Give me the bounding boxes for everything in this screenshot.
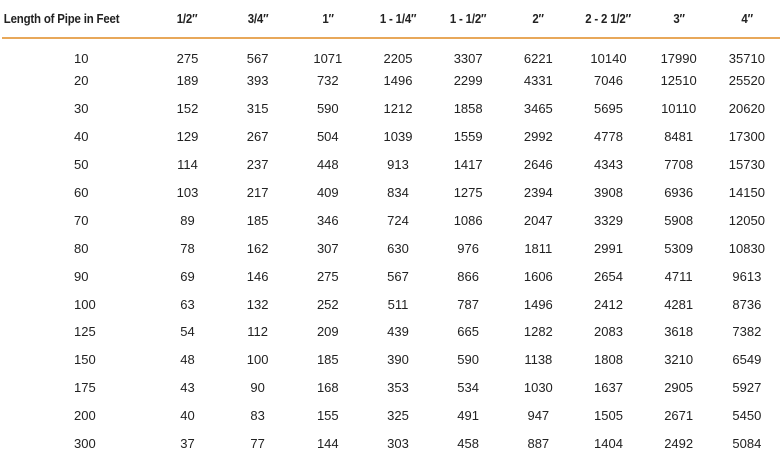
length-cell: 30 (74, 101, 89, 117)
table-row (2, 206, 780, 234)
capacity-cell: 567 (387, 268, 409, 284)
table-row (2, 262, 780, 290)
capacity-cell: 353 (387, 380, 409, 396)
column-header-pipe-size: 2 - 2 1/2″ (578, 0, 640, 38)
capacity-cell: 2412 (594, 296, 623, 312)
capacity-cell: 43 (180, 380, 195, 396)
pipe-capacity-table (2, 0, 780, 457)
capacity-cell: 185 (316, 352, 339, 368)
capacity-cell: 1417 (453, 157, 483, 173)
capacity-cell: 275 (176, 50, 199, 66)
capacity-cell: 35710 (728, 50, 765, 66)
capacity-cell: 2992 (523, 129, 553, 145)
capacity-cell: 1505 (594, 408, 623, 424)
capacity-cell: 17990 (660, 50, 697, 66)
table-row (2, 318, 780, 346)
capacity-cell: 2671 (664, 408, 694, 424)
table-row (2, 346, 780, 374)
capacity-cell: 732 (316, 73, 339, 89)
capacity-cell: 3465 (523, 101, 553, 117)
capacity-cell: 1030 (523, 380, 553, 396)
capacity-cell: 834 (387, 185, 409, 200)
capacity-cell: 1275 (453, 185, 483, 200)
length-cell: 10 (74, 50, 89, 66)
capacity-cell: 275 (316, 268, 339, 284)
capacity-cell: 913 (387, 157, 409, 173)
capacity-cell: 146 (246, 268, 269, 284)
capacity-cell: 10140 (590, 50, 627, 66)
length-cell: 150 (74, 352, 96, 368)
column-header-pipe-size: 1″ (297, 0, 359, 38)
capacity-cell: 2991 (594, 240, 623, 256)
capacity-cell: 5450 (732, 408, 762, 424)
capacity-cell: 78 (180, 240, 195, 256)
capacity-cell: 1496 (383, 73, 413, 89)
table-row (2, 374, 780, 402)
capacity-cell: 267 (246, 129, 269, 145)
capacity-cell: 1212 (383, 101, 413, 117)
capacity-cell: 5927 (732, 380, 762, 396)
capacity-cell: 252 (316, 296, 339, 312)
length-cell: 40 (74, 129, 89, 145)
table-row (2, 38, 780, 67)
capacity-cell: 4778 (594, 129, 623, 145)
column-header-pipe-size: 1 - 1/4″ (367, 0, 429, 38)
column-header-pipe-size: 3/4″ (227, 0, 289, 38)
capacity-cell: 458 (457, 436, 479, 452)
capacity-cell: 866 (457, 268, 479, 284)
capacity-cell: 2047 (523, 212, 553, 228)
capacity-cell: 17300 (728, 129, 765, 145)
capacity-cell: 3329 (594, 212, 623, 228)
capacity-cell: 15730 (728, 157, 765, 173)
table-body (2, 38, 780, 457)
capacity-cell: 409 (316, 185, 339, 200)
capacity-cell: 83 (250, 408, 265, 424)
capacity-cell: 1404 (594, 436, 623, 452)
header-row (2, 0, 780, 38)
capacity-cell: 665 (457, 324, 479, 340)
capacity-cell: 89 (180, 212, 195, 228)
capacity-cell: 7382 (732, 324, 762, 340)
capacity-cell: 12050 (728, 212, 765, 228)
capacity-cell: 10830 (728, 240, 765, 256)
capacity-cell: 12510 (660, 73, 697, 89)
capacity-cell: 887 (527, 436, 550, 452)
capacity-cell: 132 (246, 296, 269, 312)
capacity-cell: 787 (457, 296, 479, 312)
capacity-cell: 2646 (523, 157, 553, 173)
capacity-cell: 1637 (594, 380, 623, 396)
capacity-cell: 5908 (664, 212, 694, 228)
capacity-cell: 144 (316, 436, 339, 452)
capacity-cell: 2205 (383, 50, 413, 66)
table-row (2, 95, 780, 123)
capacity-cell: 4331 (523, 73, 553, 89)
capacity-cell: 439 (387, 324, 409, 340)
capacity-cell: 6936 (664, 185, 694, 200)
capacity-cell: 590 (457, 352, 479, 368)
length-cell: 50 (74, 157, 89, 173)
capacity-cell: 40 (180, 408, 195, 424)
column-header-pipe-size: 2″ (507, 0, 569, 38)
capacity-cell: 100 (246, 352, 269, 368)
capacity-cell: 54 (180, 324, 195, 340)
capacity-cell: 2299 (453, 73, 483, 89)
capacity-cell: 10110 (661, 101, 697, 117)
length-cell: 80 (74, 240, 89, 256)
capacity-cell: 217 (246, 185, 269, 200)
capacity-cell: 9613 (732, 268, 762, 284)
capacity-cell: 5084 (732, 436, 762, 452)
capacity-cell: 237 (246, 157, 269, 173)
column-header-pipe-size: 1 - 1/2″ (437, 0, 499, 38)
table-row (2, 179, 780, 207)
table-header (2, 0, 780, 38)
capacity-cell: 947 (527, 408, 550, 424)
table-row (2, 402, 780, 430)
capacity-cell: 4343 (594, 157, 623, 173)
capacity-cell: 2083 (594, 324, 623, 340)
capacity-cell: 209 (316, 324, 339, 340)
capacity-cell: 8736 (732, 296, 762, 312)
capacity-cell: 103 (176, 185, 199, 200)
capacity-cell: 5309 (664, 240, 694, 256)
capacity-cell: 1496 (523, 296, 553, 312)
capacity-cell: 491 (457, 408, 479, 424)
length-cell: 300 (74, 436, 96, 452)
capacity-cell: 3618 (664, 324, 694, 340)
table-row (2, 67, 780, 95)
capacity-cell: 976 (457, 240, 479, 256)
capacity-cell: 1606 (523, 268, 553, 284)
length-cell: 200 (74, 408, 96, 424)
capacity-cell: 1811 (524, 240, 553, 256)
capacity-cell: 303 (387, 436, 409, 452)
capacity-cell: 63 (180, 296, 195, 312)
capacity-cell: 7046 (594, 73, 623, 89)
capacity-cell: 48 (180, 352, 195, 368)
table-row (2, 290, 780, 318)
capacity-cell: 2654 (594, 268, 623, 284)
length-cell: 175 (74, 380, 96, 396)
capacity-cell: 393 (246, 73, 269, 89)
capacity-cell: 1559 (453, 129, 483, 145)
capacity-cell: 189 (176, 73, 199, 89)
length-cell: 125 (74, 324, 96, 340)
capacity-cell: 77 (250, 436, 265, 452)
capacity-cell: 3210 (664, 352, 694, 368)
capacity-cell: 630 (387, 240, 409, 256)
capacity-cell: 346 (316, 212, 339, 228)
length-cell: 60 (74, 185, 89, 200)
length-cell: 20 (74, 73, 89, 89)
capacity-cell: 325 (387, 408, 409, 424)
capacity-cell: 7708 (664, 157, 694, 173)
length-cell: 90 (74, 268, 89, 284)
capacity-cell: 390 (387, 352, 409, 368)
capacity-cell: 1282 (523, 324, 553, 340)
capacity-cell: 1808 (594, 352, 623, 368)
capacity-cell: 1039 (383, 129, 413, 145)
capacity-cell: 567 (246, 50, 269, 66)
length-cell: 70 (74, 212, 89, 228)
capacity-cell: 155 (316, 408, 339, 424)
capacity-cell: 4281 (664, 296, 694, 312)
capacity-cell: 2492 (664, 436, 694, 452)
capacity-cell: 448 (316, 157, 339, 173)
capacity-cell: 504 (316, 129, 339, 145)
capacity-cell: 590 (316, 101, 339, 117)
table-row (2, 430, 780, 458)
capacity-cell: 724 (387, 212, 409, 228)
capacity-cell: 1071 (313, 50, 343, 66)
table-row (2, 151, 780, 179)
capacity-cell: 37 (180, 436, 195, 452)
column-header-pipe-size: 4″ (718, 0, 776, 38)
capacity-cell: 162 (246, 240, 269, 256)
capacity-cell: 1858 (453, 101, 483, 117)
capacity-cell: 6549 (732, 352, 762, 368)
capacity-cell: 90 (250, 380, 265, 396)
capacity-cell: 5695 (594, 101, 623, 117)
column-header-pipe-size: 3″ (648, 0, 710, 38)
capacity-cell: 534 (457, 380, 479, 396)
capacity-cell: 2905 (664, 380, 694, 396)
column-header-length: Length of Pipe in Feet (2, 0, 134, 38)
capacity-cell: 20620 (728, 101, 765, 117)
capacity-cell: 152 (176, 101, 199, 117)
capacity-cell: 1138 (524, 352, 553, 368)
capacity-cell: 1086 (453, 212, 483, 228)
capacity-cell: 2394 (523, 185, 553, 200)
capacity-cell: 3908 (594, 185, 623, 200)
table-row (2, 234, 780, 262)
capacity-cell: 511 (387, 296, 409, 312)
capacity-cell: 129 (176, 129, 199, 145)
capacity-cell: 185 (246, 212, 269, 228)
capacity-cell: 69 (180, 268, 195, 284)
column-header-pipe-size: 1/2″ (157, 0, 219, 38)
capacity-cell: 3307 (453, 50, 483, 66)
capacity-cell: 4711 (664, 268, 693, 284)
capacity-cell: 112 (247, 324, 268, 340)
capacity-cell: 14150 (728, 185, 765, 200)
capacity-cell: 315 (246, 101, 269, 117)
capacity-cell: 307 (316, 240, 339, 256)
capacity-cell: 25520 (728, 73, 765, 89)
capacity-cell: 8481 (664, 129, 694, 145)
capacity-cell: 114 (177, 157, 198, 173)
length-cell: 100 (74, 296, 96, 312)
capacity-cell: 168 (316, 380, 339, 396)
capacity-cell: 6221 (523, 50, 553, 66)
table-row (2, 123, 780, 151)
